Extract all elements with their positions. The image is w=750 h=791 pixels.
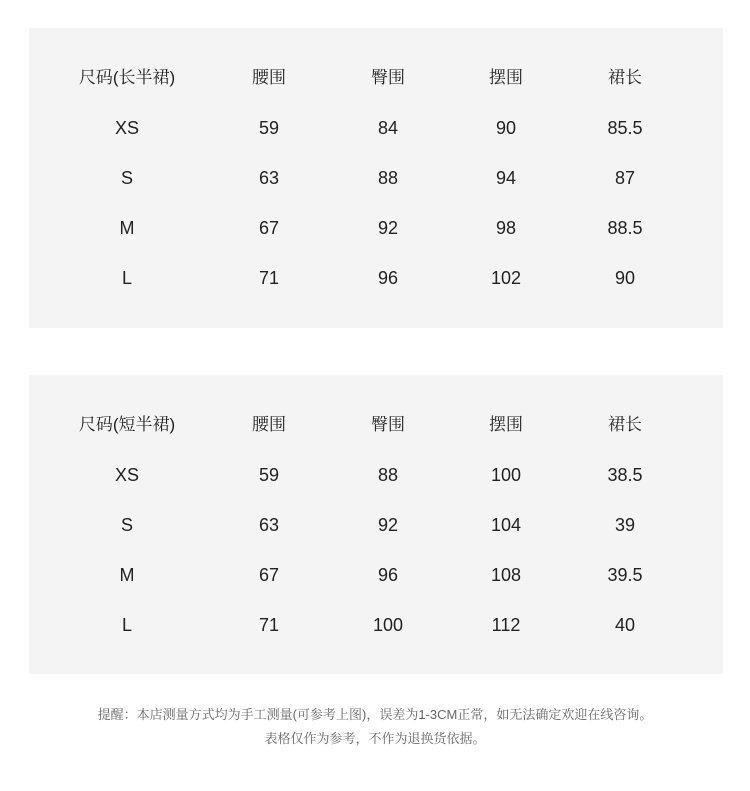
cell-waist: 59 [258, 118, 280, 138]
measurement-note: 提醒：本店测量方式均为手工测量(可参考上图)，误差为1-3CM正常，如无法确定欢迎在线咨询。 [97, 707, 653, 722]
cell-hip: 88 [377, 168, 399, 188]
cell-hem: 98 [495, 218, 517, 238]
cell-hip: 96 [377, 268, 399, 288]
cell-waist: 67 [258, 218, 280, 238]
cell-size: M [119, 218, 135, 238]
header-hem: 摆围 [489, 415, 523, 434]
cell-hem: 102 [490, 268, 522, 288]
size-table-short-skirt [29, 375, 723, 674]
cell-hem: 94 [495, 168, 517, 188]
cell-waist: 71 [258, 268, 280, 288]
cell-hem: 112 [491, 615, 521, 635]
header-waist: 腰围 [252, 415, 286, 434]
table-row [29, 113, 723, 143]
cell-size: XS [114, 118, 139, 138]
header-waist: 腰围 [252, 68, 286, 87]
cell-length: 39.5 [607, 565, 643, 585]
size-table-long-skirt [29, 28, 723, 328]
cell-length: 85.5 [607, 118, 643, 138]
cell-hip: 88 [377, 465, 399, 485]
cell-hem: 104 [490, 515, 522, 535]
cell-waist: 63 [258, 168, 280, 188]
header-size: 尺码(短半裙) [78, 415, 176, 434]
cell-length: 87 [614, 168, 636, 188]
cell-size: S [120, 168, 133, 188]
cell-size: M [119, 565, 135, 585]
header-length: 裙长 [608, 415, 642, 434]
cell-hem: 90 [495, 118, 517, 138]
header-hip: 臀围 [371, 68, 405, 87]
header-hem: 摆围 [489, 68, 523, 87]
cell-length: 88.5 [607, 218, 643, 238]
cell-hem: 108 [490, 565, 522, 585]
cell-size: XS [114, 465, 139, 485]
header-size: 尺码(长半裙) [78, 68, 176, 87]
table-header-row [29, 410, 723, 440]
cell-size: L [121, 268, 132, 288]
cell-waist: 59 [258, 465, 280, 485]
cell-length: 38.5 [607, 465, 643, 485]
cell-hip: 96 [377, 565, 399, 585]
table-row [29, 213, 723, 243]
cell-waist: 63 [258, 515, 280, 535]
cell-hip: 92 [377, 218, 399, 238]
table-row [29, 510, 723, 540]
table-row [29, 560, 723, 590]
header-hip: 臀围 [371, 415, 405, 434]
cell-hip: 100 [372, 615, 404, 635]
table-row [29, 610, 723, 640]
table-row [29, 163, 723, 193]
cell-length: 40 [614, 615, 636, 635]
cell-waist: 67 [258, 565, 280, 585]
cell-hip: 84 [377, 118, 399, 138]
cell-length: 90 [614, 268, 636, 288]
cell-size: S [120, 515, 133, 535]
cell-waist: 71 [258, 615, 280, 635]
table-row [29, 263, 723, 293]
cell-hip: 92 [377, 515, 399, 535]
table-row [29, 460, 723, 490]
reference-disclaimer: 表格仅作为参考，不作为退换货依据。 [264, 731, 486, 746]
table-header-row [29, 63, 723, 93]
cell-length: 39 [614, 515, 636, 535]
cell-size: L [121, 615, 132, 635]
header-length: 裙长 [608, 68, 642, 87]
cell-hem: 100 [490, 465, 522, 485]
